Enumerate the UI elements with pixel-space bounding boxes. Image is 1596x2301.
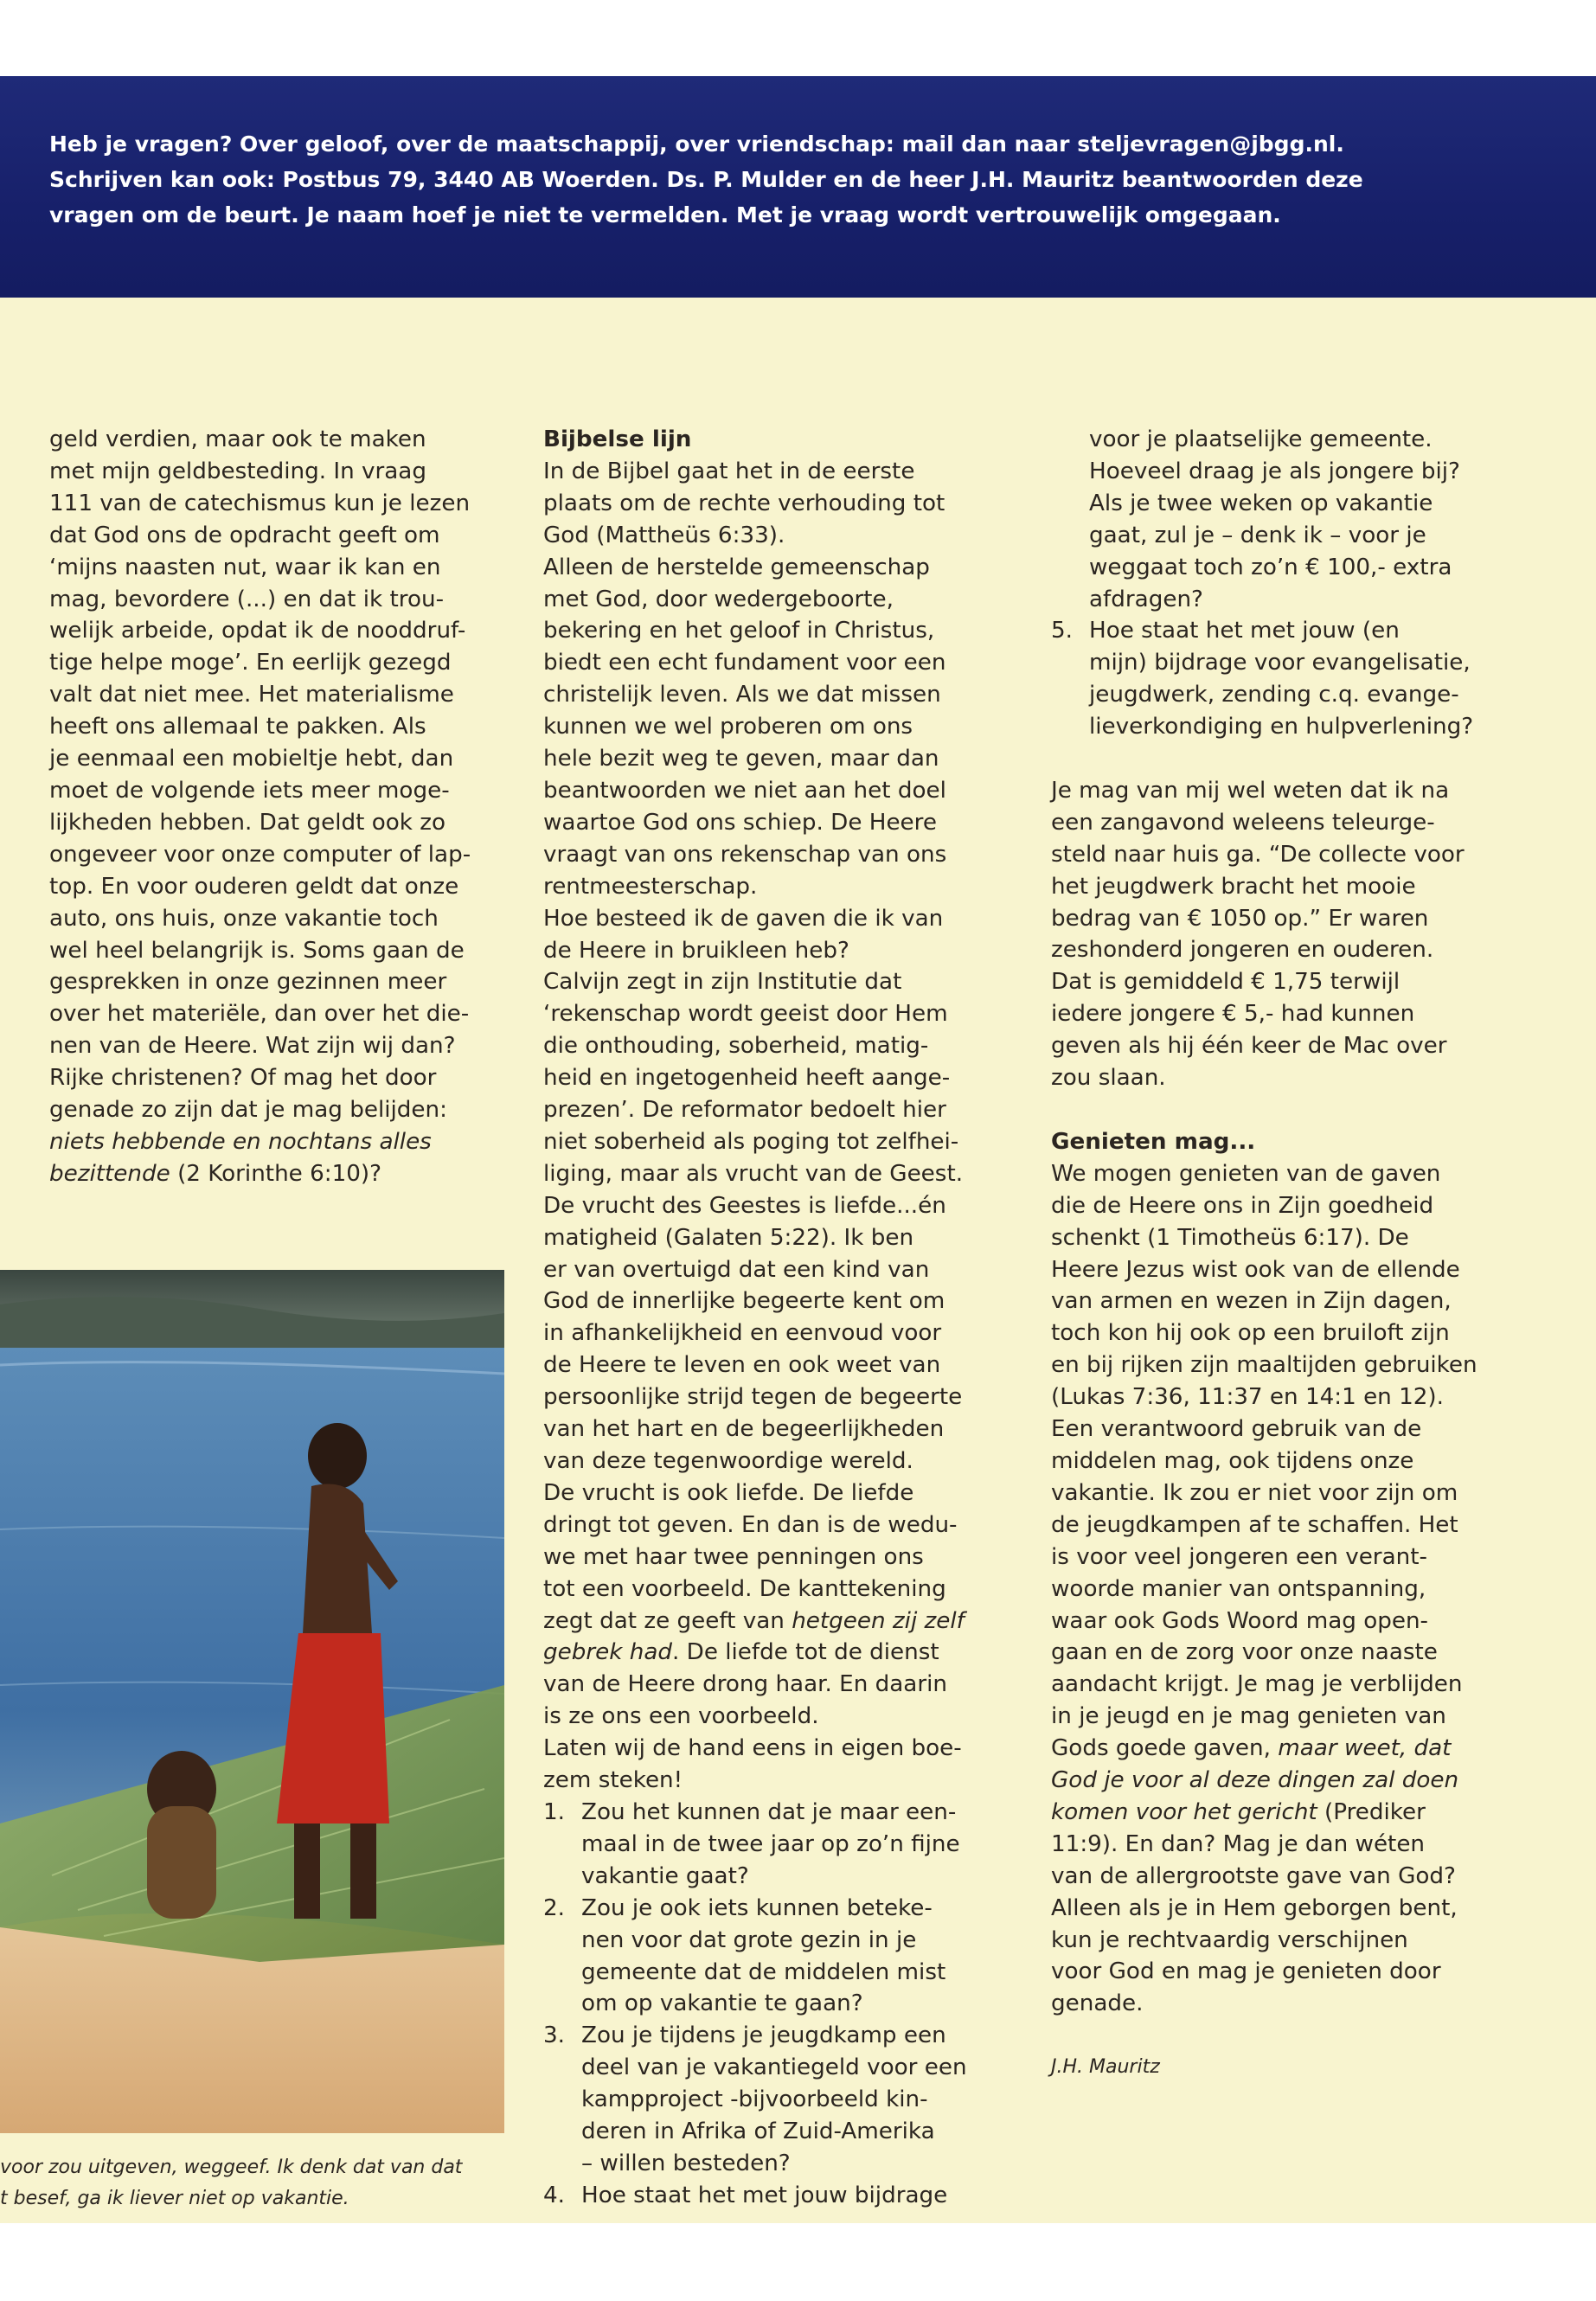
text-line: ‘rekenschap wordt geeist door Hem [543, 1001, 948, 1028]
text-line-italic: niets hebbende en nochtans alles [49, 1128, 432, 1155]
paragraph-gap [1051, 743, 1535, 775]
text-line: prezen’. De reformator bedoelt hier [543, 1097, 946, 1124]
text-line: Dat is gemiddeld € 1,75 terwijl [1051, 969, 1401, 996]
article-column-2 [543, 424, 1028, 2212]
banner-line: Schrijven kan ook: Postbus 79, 3440 AB Woerden. Ds. P. Mulder en de heer J.H. Mauritz beantwoorden deze [49, 167, 1363, 192]
text-line: lieverkondiging en hulpverlening? [1089, 714, 1474, 740]
text-line: een zangavond weleens teleurge- [1051, 809, 1435, 836]
text-line: je eenmaal een mobieltje hebt, dan [49, 746, 454, 772]
text-line: 11:9). En dan? Mag je dan wéten [1051, 1830, 1426, 1857]
text-line: kampproject -bijvoorbeeld kin- [581, 2086, 928, 2113]
text-line: Je mag van mij wel weten dat ik na [1051, 777, 1450, 804]
text-line: is voor veel jongeren een verant- [1051, 1543, 1427, 1570]
text-line: steld naar huis ga. “De collecte voor [1051, 841, 1465, 868]
article-column-3 [1051, 424, 1535, 2084]
text-line: om op vakantie te gaan? [581, 1990, 863, 2017]
text-line: welijk arbeide, opdat ik de nooddruf- [49, 618, 466, 644]
text-line: genade. [1051, 1990, 1144, 2017]
text-line: deel van je vakantiegeld voor een [581, 2054, 967, 2081]
text-line: bedrag van € 1050 op.” Er waren [1051, 905, 1429, 932]
text-line: weggaat toch zo’n € 100,- extra [1089, 554, 1452, 580]
text-line: de Heere in bruikleen heb? [543, 937, 849, 964]
text-line [543, 1637, 1028, 1669]
text-line: Hoeveel draag je als jongere bij? [1089, 458, 1460, 484]
list-item [1051, 615, 1535, 743]
text-line: mijn) bijdrage voor evangelisatie, [1089, 650, 1471, 676]
text-line: we met haar twee penningen ons [543, 1543, 924, 1570]
text-line: Een verantwoord gebruik van de [1051, 1416, 1422, 1443]
list-item [543, 1893, 1028, 2021]
photo-illustration [0, 1270, 504, 2133]
list-number: 5. [1051, 618, 1073, 644]
text-line: (Lukas 7:36, 11:37 en 14:1 en 12). [1051, 1384, 1444, 1411]
text-line: moet de volgende iets meer moge- [49, 777, 450, 804]
text-line: die de Heere ons in Zijn goedheid [1051, 1192, 1434, 1219]
photo-caption [0, 2152, 519, 2214]
text-line: jeugdwerk, zending c.q. evange- [1089, 682, 1459, 708]
text-line: nen voor dat grote gezin in je [581, 1926, 917, 1953]
text-line: Laten wij de hand eens in eigen boe- [543, 1735, 962, 1762]
text-line: genade zo zijn dat je mag belijden: [49, 1097, 447, 1124]
text-line: biedt een echt fundament voor een [543, 650, 946, 676]
text-line: er van overtuigd dat een kind van [543, 1256, 930, 1283]
text-line: zeshonderd jongeren en ouderen. [1051, 937, 1434, 964]
text-line: dat God ons de opdracht geeft om [49, 522, 440, 548]
text-line: Zou je tijdens je jeugdkamp een [581, 2022, 946, 2049]
text-line: geven als hij één keer de Mac over [1051, 1033, 1447, 1060]
text-line: het jeugdwerk bracht het mooie [1051, 873, 1416, 900]
text-line: met God, door wedergeboorte, [543, 586, 894, 612]
text-line: tige helpe moge’. En eerlijk gezegd [49, 650, 452, 676]
paragraph-gap [1051, 1094, 1535, 1126]
text-line: over het materiële, dan over het die- [49, 1001, 470, 1028]
text-line: bekering en het geloof in Christus, [543, 618, 935, 644]
text-line: ongeveer voor onze computer of lap- [49, 841, 471, 868]
text-line: geld verdien, maar ook te maken [49, 426, 426, 452]
text-line: aandacht krijgt. Je mag je verblijden [1051, 1671, 1463, 1698]
text-line: Calvijn zegt in zijn Institutie dat [543, 969, 902, 996]
italic-span: hetgeen zij zelf [792, 1607, 965, 1634]
text-line: De vrucht is ook liefde. De liefde [543, 1479, 914, 1506]
text-line: van het hart en de begeerlijkheden [543, 1416, 945, 1443]
text-line: nen van de Heere. Wat zijn wij dan? [49, 1033, 456, 1060]
italic-span: gebrek had [543, 1639, 672, 1666]
text-span: zegt dat ze geeft van [543, 1607, 792, 1634]
text-line: die onthouding, soberheid, matig- [543, 1033, 929, 1060]
text-line: persoonlijke strijd tegen de begeerte [543, 1384, 963, 1411]
list-item-continuation [1051, 424, 1535, 615]
text-line: christelijk leven. Als we dat missen [543, 682, 941, 708]
text-line: maal in de twee jaar op zo’n fijne [581, 1830, 960, 1857]
section-heading-bijbelse-lijn: Bijbelse lijn [543, 426, 692, 452]
text-line: beantwoorden we niet aan het doel [543, 777, 946, 804]
text-line: van armen en wezen in Zijn dagen, [1051, 1288, 1452, 1315]
banner-line: Heb je vragen? Over geloof, over de maatschappij, over vriendschap: mail dan naar steljevragen@jbgg.nl. [49, 131, 1344, 157]
banner-line: vragen om de beurt. Je naam hoef je niet te vermelden. Met je vraag wordt vertrouwelijk omgegaan. [49, 202, 1281, 228]
text-line: van de Heere drong haar. En daarin [543, 1671, 947, 1698]
text-line: heid en ingetogenheid heeft aange- [543, 1065, 951, 1092]
boys-fishing-photo [0, 1270, 504, 2133]
text-line: iedere jongere € 5,- had kunnen [1051, 1001, 1415, 1028]
list-item [543, 2020, 1028, 2180]
text-line: Rijke christenen? Of mag het door [49, 1065, 437, 1092]
text-line: Heere Jezus wist ook van de ellende [1051, 1256, 1460, 1283]
text-line: gaat, zul je – denk ik – voor je [1089, 522, 1426, 548]
list-item [543, 2180, 1028, 2212]
text-line: in je jeugd en je mag genieten van [1051, 1703, 1446, 1730]
text-line: schenkt (1 Timotheüs 6:17). De [1051, 1224, 1409, 1251]
caption-line: t besef, ga ik liever niet op vakantie. [0, 2188, 349, 2209]
text-line: mag, bevordere (...) en dat ik trou- [49, 586, 445, 612]
text-line: wel heel belangrijk is. Soms gaan de [49, 937, 465, 964]
list-number: 1. [543, 1798, 565, 1825]
text-line: gemeente dat de middelen mist [581, 1958, 946, 1985]
text-line: matigheid (Galaten 5:22). Ik ben [543, 1224, 914, 1251]
text-line: de jeugdkampen af te schaffen. Het [1051, 1511, 1458, 1538]
text-line: auto, ons huis, onze vakantie toch [49, 905, 439, 932]
text-line: rentmeesterschap. [543, 873, 758, 900]
text-line: gaan en de zorg voor onze naaste [1051, 1639, 1438, 1666]
text-line: van de allergrootste gave van God? [1051, 1862, 1456, 1889]
text-line: Zou je ook iets kunnen beteke- [581, 1894, 933, 1921]
list-number: 2. [543, 1894, 565, 1921]
text-line: We mogen genieten van de gaven [1051, 1160, 1441, 1187]
text-line: Alleen als je in Hem geborgen bent, [1051, 1894, 1458, 1921]
text-line: Alleen de herstelde gemeenschap [543, 554, 930, 580]
text-line: middelen mag, ook tijdens onze [1051, 1447, 1414, 1474]
italic-span: bezittende [49, 1160, 170, 1187]
caption-line: voor zou uitgeven, weggeef. Ik denk dat van dat [0, 2157, 463, 2178]
text-line: plaats om de rechte verhouding tot [543, 490, 945, 516]
header-banner [0, 76, 1596, 298]
text-span: Gods goede gaven, [1051, 1735, 1279, 1762]
text-line: voor je plaatselijke gemeente. [1089, 426, 1433, 452]
text-line: In de Bijbel gaat het in de eerste [543, 458, 915, 484]
text-line-italic: God je voor al deze dingen zal doen [1051, 1767, 1459, 1794]
italic-span: komen voor het gericht [1051, 1798, 1317, 1825]
text-line: – willen besteden? [581, 2150, 791, 2176]
text-span: . De liefde tot de dienst [672, 1639, 939, 1666]
text-line: met mijn geldbesteding. In vraag [49, 458, 426, 484]
text-line: dringt tot geven. En dan is de wedu- [543, 1511, 958, 1538]
text-line: en bij rijken zijn maaltijden gebruiken [1051, 1352, 1477, 1379]
article-column-1 [49, 424, 516, 1190]
text-line: waar ook Gods Woord mag open- [1051, 1607, 1429, 1634]
text-line: God (Mattheüs 6:33). [543, 522, 785, 548]
text-line: waartoe God ons schiep. De Heere [543, 809, 937, 836]
text-line: liging, maar als vrucht van de Geest. [543, 1160, 964, 1187]
list-item [543, 1797, 1028, 1893]
text-line: is ze ons een voorbeeld. [543, 1703, 819, 1730]
text-line: valt dat niet mee. Het materialisme [49, 682, 454, 708]
text-line: Hoe besteed ik de gaven die ik van [543, 905, 944, 932]
text-line: Hoe staat het met jouw (en [1089, 618, 1400, 644]
text-line: hele bezit weg te geven, maar dan [543, 746, 939, 772]
text-line [1051, 1733, 1535, 1765]
list-number: 3. [543, 2022, 565, 2049]
text-line: zou slaan. [1051, 1065, 1166, 1092]
text-line: toch kon hij ook op een bruiloft zijn [1051, 1320, 1450, 1347]
text-line: 111 van de catechismus kun je lezen [49, 490, 471, 516]
text-line: vraagt van ons rekenschap van ons [543, 841, 947, 868]
text-span: (2 Korinthe 6:10)? [170, 1160, 382, 1187]
text-line: Hoe staat het met jouw bijdrage [581, 2182, 948, 2208]
text-line [1051, 1797, 1535, 1829]
paragraph-gap [1051, 2020, 1535, 2052]
author-signature: J.H. Mauritz [1051, 2056, 1160, 2079]
text-line: van deze tegenwoordige wereld. [543, 1448, 913, 1474]
text-line: deren in Afrika of Zuid-Amerika [581, 2118, 935, 2145]
text-line: voor God en mag je genieten door [1051, 1958, 1441, 1985]
italic-span: maar weet, dat [1278, 1735, 1452, 1762]
text-line: tot een voorbeeld. De kanttekening [543, 1575, 946, 1602]
text-line: kunnen we wel proberen om ons [543, 714, 913, 740]
text-line: gesprekken in onze gezinnen meer [49, 969, 447, 996]
section-heading-genieten-mag: Genieten mag... [1051, 1128, 1256, 1155]
text-line: God de innerlijke begeerte kent om [543, 1288, 945, 1315]
text-line: woorde manier van ontspanning, [1051, 1575, 1426, 1602]
text-span: (Prediker [1317, 1798, 1426, 1825]
text-line: heeft ons allemaal te pakken. Als [49, 714, 426, 740]
text-line: in afhankelijkheid en eenvoud voor [543, 1320, 942, 1347]
text-line: top. En voor ouderen geldt dat onze [49, 873, 459, 900]
text-line: de Heere te leven en ook weet van [543, 1352, 941, 1379]
text-line: vakantie gaat? [581, 1862, 749, 1889]
text-line: ‘mijns naasten nut, waar ik kan en [49, 554, 441, 580]
banner-text [49, 126, 1520, 233]
text-line: kun je rechtvaardig verschijnen [1051, 1926, 1408, 1953]
list-number: 4. [543, 2182, 565, 2208]
text-line: De vrucht des Geestes is liefde...én [543, 1192, 946, 1219]
text-line: Als je twee weken op vakantie [1089, 490, 1433, 516]
text-line [49, 1158, 516, 1190]
text-line: Zou het kunnen dat je maar een- [581, 1798, 957, 1825]
text-line: vakantie. Ik zou er niet voor zijn om [1051, 1479, 1458, 1506]
text-line: lijkheden hebben. Dat geldt ook zo [49, 809, 445, 836]
text-line: afdragen? [1089, 586, 1203, 612]
text-line: niet soberheid als poging tot zelfhei- [543, 1128, 959, 1155]
text-line [543, 1606, 1028, 1638]
text-line: zem steken! [543, 1767, 683, 1794]
